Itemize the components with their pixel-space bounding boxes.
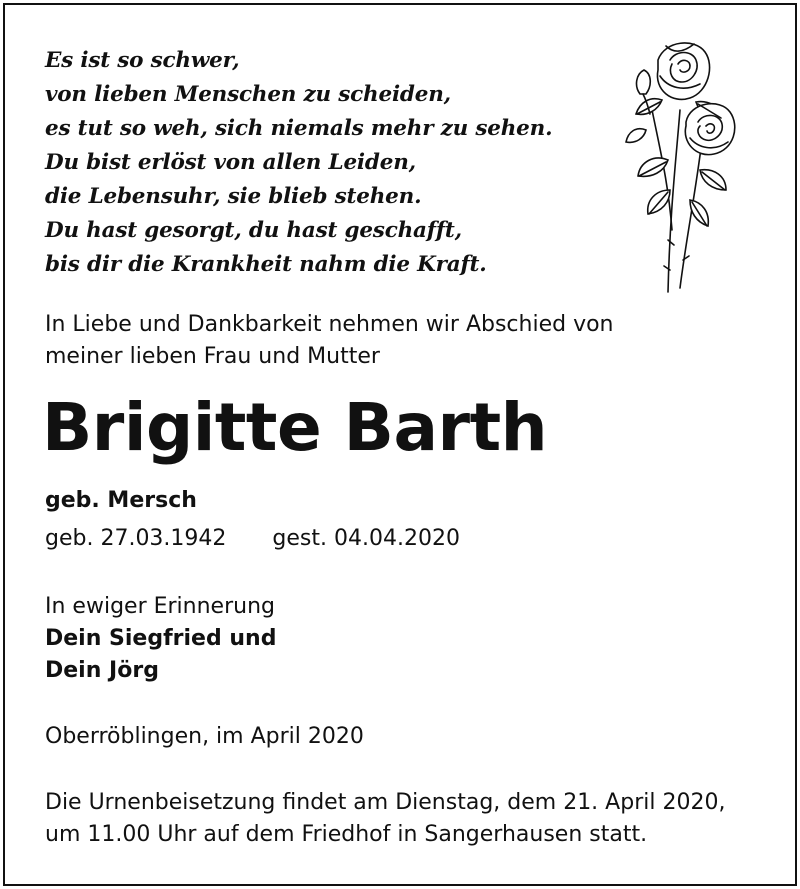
signer-line: Dein Siegfried und	[45, 626, 277, 651]
place-date: Oberröblingen, im April 2020	[45, 724, 364, 749]
intro-line: meiner lieben Frau und Mutter	[45, 344, 380, 369]
intro-line: In Liebe und Dankbarkeit nehmen wir Abschied von	[45, 312, 614, 337]
poem-line: bis dir die Krankheit nahm die Kraft.	[45, 252, 487, 277]
poem-line: Du bist erlöst von allen Leiden,	[45, 150, 416, 175]
poem	[45, 44, 552, 282]
life-dates	[45, 522, 460, 555]
birth-date: geb. 27.03.1942	[45, 526, 227, 551]
poem-line: Es ist so schwer,	[45, 48, 240, 73]
poem-line: die Lebensuhr, sie blieb stehen.	[45, 184, 422, 209]
deceased-name: Brigitte Barth	[42, 389, 548, 466]
remembrance-line: In ewiger Erinnerung	[45, 594, 275, 619]
death-date: gest. 04.04.2020	[272, 526, 460, 551]
maiden-name: geb. Mersch	[45, 488, 197, 513]
signer-line: Dein Jörg	[45, 658, 159, 683]
roses-illustration	[610, 30, 760, 300]
poem-line: Du hast gesorgt, du hast geschafft,	[45, 218, 462, 243]
funeral-line: Die Urnenbeisetzung findet am Dienstag, dem 21. April 2020,	[45, 790, 726, 815]
poem-line: es tut so weh, sich niemals mehr zu sehen.	[45, 116, 553, 141]
poem-line: von lieben Menschen zu scheiden,	[45, 82, 451, 107]
funeral-line: um 11.00 Uhr auf dem Friedhof in Sangerhausen statt.	[45, 822, 648, 847]
